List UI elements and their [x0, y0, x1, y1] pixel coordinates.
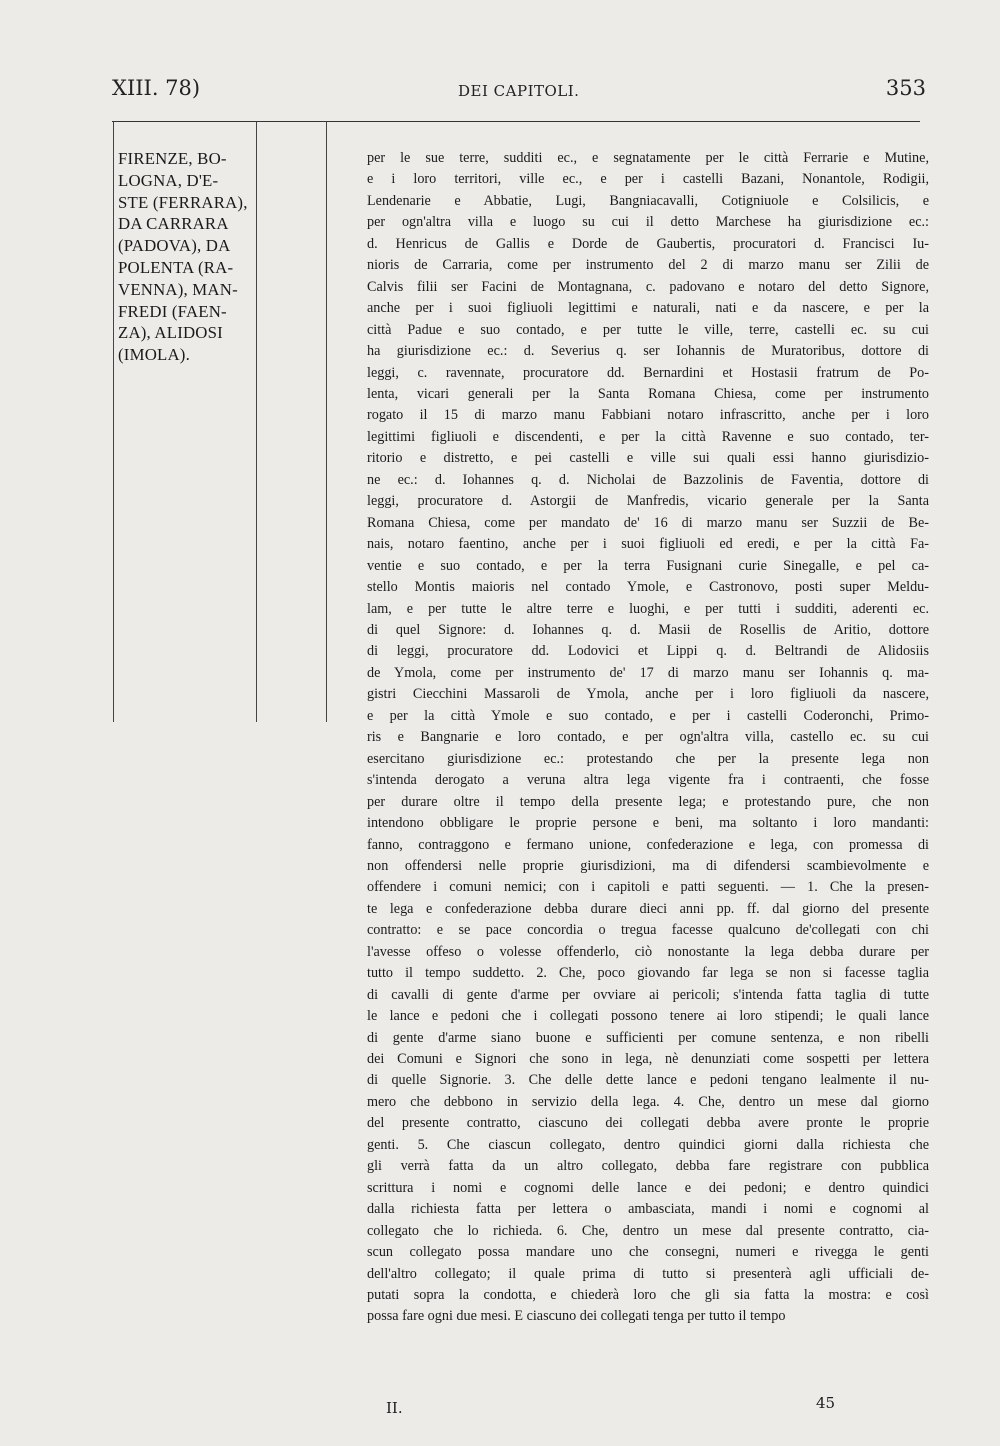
body-text-line: le lance e pedoni che i collegati possono tenere ai loro stipendi; le quali lance	[367, 1008, 929, 1025]
body-text-line: Calvis filii ser Facini de Montagnana, c. padovano e notaro del detto Signore,	[367, 278, 929, 295]
page-number: 353	[885, 76, 926, 100]
body-text-line: di quelle Signorie. 3. Che delle dette lance e pedoni tengano lealmente il nu-	[367, 1072, 929, 1089]
body-text-line: ha giurisdizione ec.: d. Severius q. ser Iohannis de Muratoribus, dottore di	[367, 343, 929, 360]
body-text-line: leggi, procuratore d. Astorgii de Manfredis, vicario generale per la Santa	[367, 493, 929, 510]
body-text-line: di leggi, procuratore dd. Lodovici et Lippi q. d. Beltrandi de Alidosiis	[367, 643, 929, 660]
margin-note	[118, 148, 254, 366]
body-text-line: offendere i comuni nemici; con i capitoli e patti seguenti. — 1. Che la presen-	[367, 879, 929, 896]
margin-column-border-left	[113, 122, 114, 722]
body-text-line: leggi, c. ravennate, procuratore dd. Bernardini et Hostasii fratrum de Po-	[367, 364, 929, 381]
body-text-line: del presente contratto, ciascuno dei collegati debba avere pronte le proprie	[367, 1115, 929, 1132]
margin-column-border-right	[326, 122, 327, 722]
body-text-line: anche per i suoi figliuoli legittimi e naturali, nati e da nascere, e per la	[367, 300, 929, 317]
body-text-line: città Padue e suo contado, e per tutte le ville, terre, castelli ec. su cui	[367, 321, 929, 338]
margin-note-line: FREDI (FAEN-	[118, 301, 227, 321]
body-text-line: gistri Ciecchini Massaroli de Ymola, anche per i loro figliuoli da nascere,	[367, 686, 929, 703]
body-text-line: per ogn'altra villa e luogo su cui il detto Marchese ha giurisdizione ec.:	[367, 214, 929, 231]
margin-note-line: ZA), ALIDOSI	[118, 323, 223, 343]
margin-note-line: VENNA), MAN-	[118, 279, 238, 299]
body-text-line: ritorio e distretto, e pei castelli e ville sui quali essi hanno giurisdizio-	[367, 450, 929, 467]
body-text-line: lam, e per tutte le altre terre e luoghi, e per tutti i sudditi, aderenti ec.	[367, 600, 929, 617]
body-text-line: l'avesse offeso o volesse offenderlo, ciò nonostante la lega debba durare per	[367, 943, 929, 960]
body-text-line: putati sopra la condotta, e chiederà loro che gli sia fatta la mostra: e così	[367, 1287, 929, 1304]
body-text-line: rogato il 15 di marzo manu Fabbiani notaro infrascritto, anche per i loro	[367, 407, 929, 424]
body-text-line: di cavalli di gente d'arme per ovviare ai pericoli; s'intenda fatta taglia di tutte	[367, 986, 929, 1003]
body-text-line: legittimi figliuoli e discendenti, e per la città Ravenne e suo contado, ter-	[367, 428, 929, 445]
body-text-line: s'intenda derogato a veruna altra lega vigente fra i contraenti, che fosse	[367, 772, 929, 789]
body-text-line: dell'altro collegato; il quale prima di tutto si presenterà agli ufficiali de-	[367, 1265, 929, 1282]
margin-note-line: LOGNA, D'E-	[118, 170, 219, 190]
body-text-line: di quel Signore: d. Iohannes q. d. Masii de Rosellis de Aritio, dottore	[367, 621, 929, 638]
body-text-line: collegato che lo richieda. 6. Che, dentro un mese dal presente contratto, cia-	[367, 1222, 929, 1239]
body-text-line: Lendenarie e Abbatie, Lugi, Bangniacavalli, Cotigniuole e Colsilicis, e	[367, 192, 929, 209]
body-text-line: e per la città Ymole e suo contado, e per i castelli Coderonchi, Primo-	[367, 707, 929, 724]
header-rule	[112, 121, 920, 122]
body-text-line: gli verrà fatta da un altro collegato, debba fare registrare con pubblica	[367, 1158, 929, 1175]
body-text-line: possa fare ogni due mesi. E ciascuno dei collegati tenga per tutto il tempo	[367, 1308, 786, 1325]
margin-note-line: STE (FERRARA),	[118, 192, 248, 212]
body-text-line: per durare oltre il tempo della presente lega; e protestando pure, che non	[367, 793, 929, 810]
body-text-line: di gente d'arme siano buone e sufficienti per comune sentenza, e non ribelli	[367, 1029, 929, 1046]
body-text-line: lenta, vicari generali per la Santa Romana Chiesa, come per instrumento	[367, 385, 929, 402]
body-text-line: te lega e confederazione debba durare dieci anni pp. ff. dal giorno del presente	[367, 900, 929, 917]
margin-column-border-mid	[256, 122, 257, 722]
body-text-line: ris e Bangnarie e loro contado, e per ogn'altra villa, castello ec. su cui	[367, 729, 929, 746]
body-text-line: stello Montis maioris nel contado Ymole, e Castronovo, posti super Meldu-	[367, 579, 929, 596]
margin-note-line: POLENTA (RA-	[118, 257, 234, 277]
body-text-line: non offendersi nelle proprie giurisdizioni, ma di difendersi scambievolmente e	[367, 857, 929, 874]
body-text-line: d. Henricus de Gallis e Dorde de Gaubertis, procuratori d. Francisci Iu-	[367, 235, 929, 252]
margin-note-line: FIRENZE, BO-	[118, 149, 227, 168]
gathering-number: 45	[816, 1394, 836, 1412]
body-text-line: scrittura i nomi e cognomi delle lance e dei pedoni; e dentro quindici	[367, 1179, 929, 1196]
body-text-line: tutto il tempo suddetto. 2. Che, poco giovando far lega se non si facesse taglia	[367, 965, 929, 982]
body-text-line: dei Comuni e Signori che sono in lega, nè denunziati come sospetti per lettera	[367, 1051, 929, 1068]
running-head-title: DEI CAPITOLI.	[458, 82, 580, 100]
body-text-line: intendono obbligare le proprie persone e beni, ma soltanto i loro mandanti:	[367, 815, 929, 832]
running-head-section: XIII. 78)	[112, 76, 201, 100]
body-text-line: contratto: e se pace concordia o tregua facesse qualcuno de'collegati con chi	[367, 922, 929, 939]
margin-note-line: DA CARRARA	[118, 214, 229, 234]
body-text-line: fanno, contraggono e fermano unione, confederazione e lega, con promessa di	[367, 836, 929, 853]
margin-note-line: (PADOVA), DA	[118, 236, 231, 256]
body-text-line: per le sue terre, sudditi ec., e segnatamente per le città Ferrarie e Mutine,	[367, 150, 929, 166]
margin-note-line: (IMOLA).	[118, 345, 190, 365]
body-text-line: dalla richiesta fatta per lettera o ambasciata, mandi i nomi e cognomi al	[367, 1201, 929, 1218]
body-text-line: de Ymola, come per instrumento de' 17 di marzo manu ser Iohannis q. ma-	[367, 664, 929, 681]
body-text-line: Romana Chiesa, come per mandato de' 16 di marzo manu ser Suzzii de Be-	[367, 514, 929, 531]
body-text-line: nais, notaro faentino, anche per i suoi figliuoli ed eredi, e per la città Fa-	[367, 536, 929, 553]
body-text-line: e i loro territori, ville ec., e per i castelli Bazani, Nonantole, Rodigii,	[367, 171, 929, 188]
body-text-line: esercitano giurisdizione ec.: protestando che per la presente lega non	[367, 750, 929, 767]
body-text-line: nioris de Carraria, come per instrumento del 2 di marzo manu ser Zilii de	[367, 257, 929, 274]
signature-mark: II.	[386, 1399, 403, 1417]
body-text-line: scun collegato possa mandare uno che consegni, numeri e rivegga le genti	[367, 1244, 929, 1261]
body-text-line: genti. 5. Che ciascun collegato, dentro quindici giorni dalla richiesta che	[367, 1136, 929, 1153]
body-text-line: ne ec.: d. Iohannes q. d. Nicholai de Bazzolinis de Faventia, dottore di	[367, 471, 929, 488]
body-text	[367, 148, 929, 1328]
body-text-line: mero che debbono in servizio della lega. 4. Che, dentro un mese dal giorno	[367, 1093, 929, 1110]
body-text-line: ventie e suo contado, e per la terra Fusignani curie Sinegalle, e pel ca-	[367, 557, 929, 574]
